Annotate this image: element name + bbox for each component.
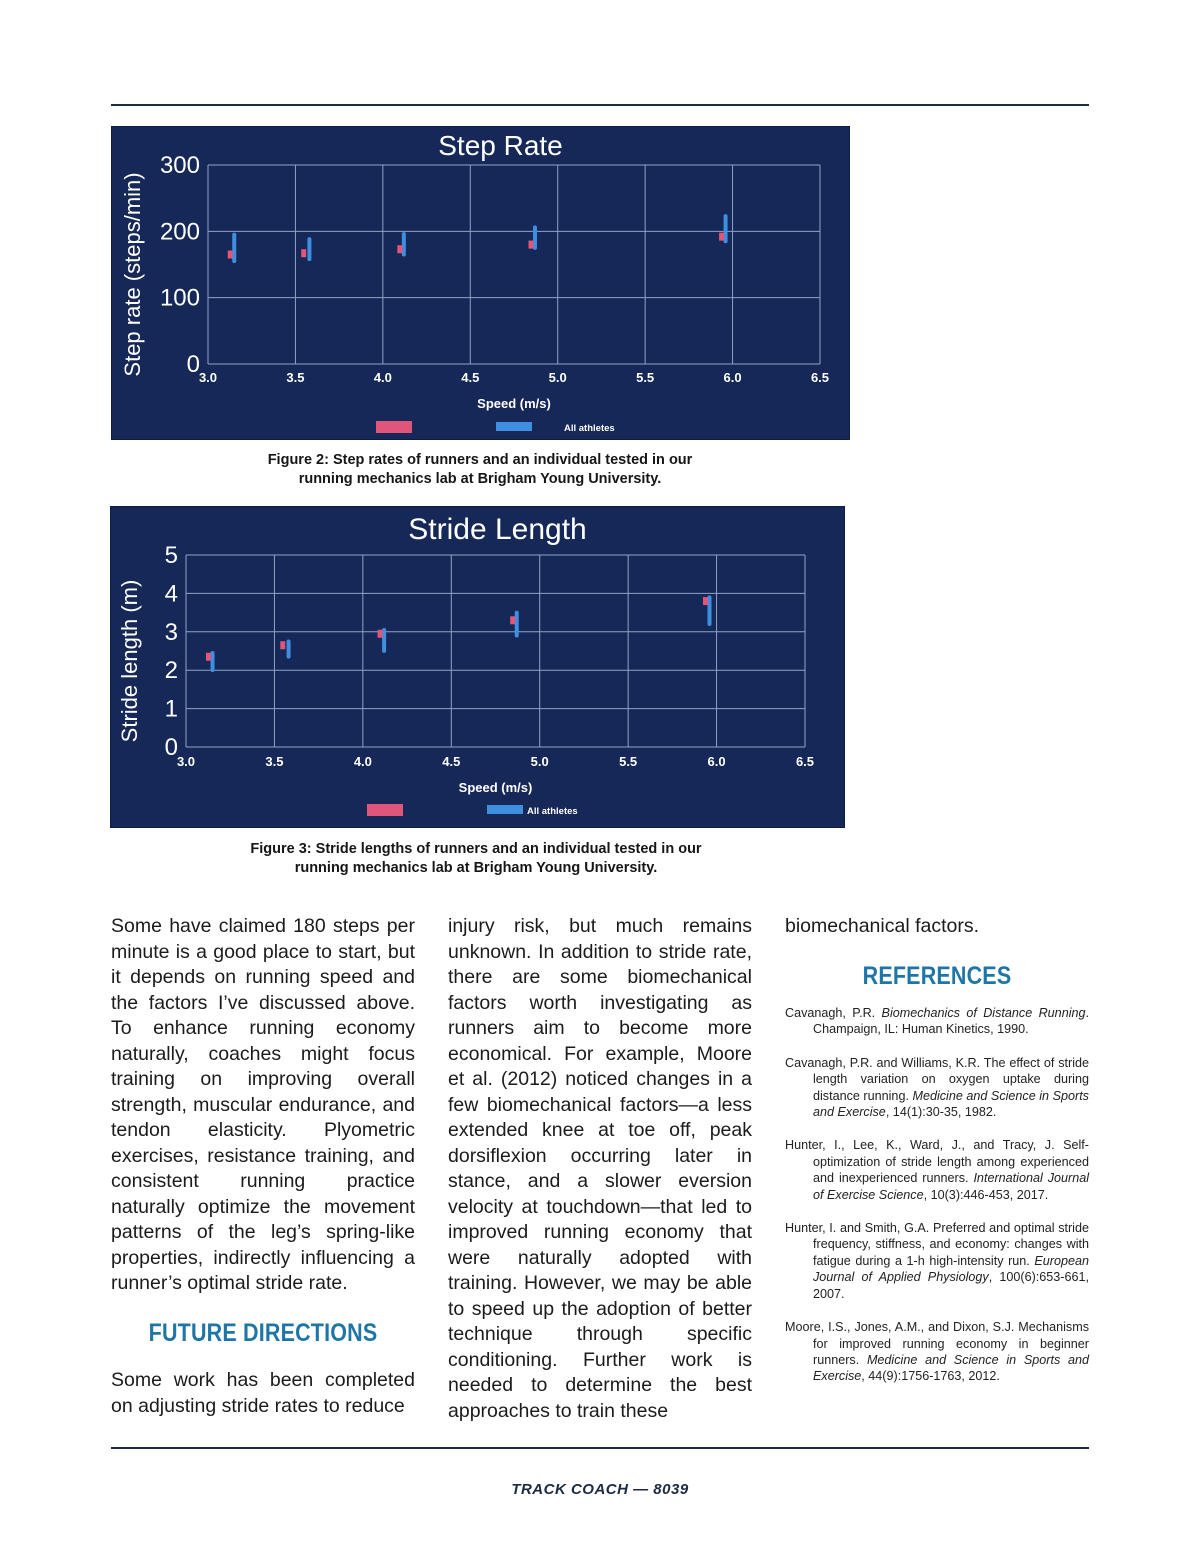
reference-source: Biomechanics of Distance Running — [881, 1006, 1086, 1020]
reference-item — [785, 1005, 1089, 1038]
column1-paragraph-2: Some work has been completed on adjusting stride rates to reduce — [111, 1369, 415, 1417]
all-athletes-range — [307, 237, 311, 261]
reference-details: , 10(3):446-453, 2017. — [923, 1187, 1049, 1202]
reference-text: Cavanagh, P.R. — [785, 1006, 882, 1020]
reference-source: European Journal of Applied Physiology — [813, 1253, 1089, 1285]
column2-paragraph-1: injury risk, but much remains unknown. In addition to stride rate, there are some biomechanical factors worth investigating as runners aim to become more economical. For example, Moore et al. (2012) noticed changes in a few biomechanical factors—a less extended knee at toe off, peak dorsiflexion occurring later in stance, and a slower eversion velocity at touchdown—that led to improved running economy that were naturally adopted with training. However, we may be able to speed up the adoption of better technique through specific conditioning. Further work is needed to determine the best approaches to train these — [448, 915, 752, 1422]
x-tick-label: 6.5 — [810, 370, 830, 385]
individual-point — [528, 241, 533, 249]
stride-length-chart — [111, 507, 844, 827]
x-tick-label: 3.5 — [265, 754, 284, 769]
references-list — [785, 1005, 1089, 1385]
reference-text: Moore, I.S., Jones, A.M., and Dixon, S.J. Mechanisms for improved running economy in beginner runners. — [785, 1320, 1089, 1367]
individual-point — [510, 616, 515, 624]
column3-paragraph-1: biomechanical factors. — [785, 915, 980, 937]
x-axis-label: Speed (m/s) — [458, 780, 533, 795]
all-athletes-range — [232, 233, 236, 264]
column1-paragraph-1: Some have claimed 180 steps per minute is a good place to start, but it depends on running speed and the factors I’ve discussed above. To enhance running economy naturally, coaches might focus training on improving overall strength, muscular endurance, and tendon elasticity. Plyometric exercises, resistance training, and consistent running practice naturally optimize the movement patterns of the leg’s spring-like properties, indirectly influencing a runner’s optimal stride rate. — [111, 915, 415, 1294]
y-axis-label: Step rate (steps/min) — [120, 172, 145, 377]
x-tick-label: 4.5 — [442, 754, 461, 769]
figure3-caption-line1: Figure 3: Stride lengths of runners and an individual tested in our — [250, 841, 702, 857]
all-athletes-range — [402, 232, 406, 257]
stride-length-chart-svg — [111, 507, 844, 827]
all-athletes-range — [211, 651, 215, 672]
legend-label-all-athletes: All athletes — [527, 806, 578, 817]
y-tick-label: 2 — [164, 657, 178, 685]
figure2-caption — [180, 451, 780, 489]
y-tick-label: 0 — [164, 734, 178, 761]
y-tick-label: 4 — [164, 580, 178, 608]
x-axis-label: Speed (m/s) — [477, 396, 551, 411]
column-2 — [448, 914, 752, 1424]
figure3-caption-line2: running mechanics lab at Brigham Young University. — [294, 860, 658, 876]
y-tick-label: 3 — [164, 618, 178, 646]
reference-item — [785, 1319, 1089, 1385]
x-tick-label: 5.5 — [619, 754, 638, 769]
individual-point — [703, 597, 708, 605]
all-athletes-range — [724, 214, 728, 243]
legend-swatch-all-athletes — [496, 422, 532, 431]
reference-item — [785, 1220, 1089, 1302]
references-heading: REFERENCES — [862, 961, 1012, 990]
x-tick-label: 5.0 — [530, 754, 549, 769]
reference-details: . Champaign, IL: Human Kinetics, 1990. — [813, 1006, 1089, 1037]
x-tick-label: 6.0 — [707, 754, 726, 769]
column-1 — [111, 914, 415, 1419]
future-directions-heading: FUTURE DIRECTIONS — [148, 1318, 378, 1347]
legend-swatch-individual — [376, 421, 412, 433]
reference-source: Medicine and Science in Sports and Exercise — [813, 1088, 1089, 1120]
legend-label-all-athletes: All athletes — [564, 423, 615, 434]
chart-title: Stride Length — [408, 513, 587, 546]
page-footer: TRACK COACH — 8039 — [511, 1481, 689, 1498]
reference-source: International Journal of Exercise Science — [813, 1171, 1089, 1202]
x-tick-label: 5.0 — [548, 370, 567, 385]
top-rule — [111, 104, 1089, 106]
individual-point — [301, 249, 306, 257]
y-tick-label: 5 — [164, 542, 178, 569]
all-athletes-range — [287, 639, 291, 658]
x-tick-label: 4.5 — [461, 370, 480, 385]
step-rate-chart-svg — [112, 127, 849, 439]
individual-point — [206, 653, 211, 661]
y-tick-label: 1 — [164, 695, 178, 723]
all-athletes-range — [707, 595, 711, 626]
x-tick-label: 4.0 — [373, 370, 392, 385]
all-athletes-range — [533, 225, 537, 250]
individual-point — [378, 630, 383, 638]
x-tick-label: 3.0 — [198, 370, 218, 385]
y-tick-label: 0 — [186, 351, 200, 378]
legend-swatch-all-athletes — [487, 805, 523, 814]
y-tick-label: 300 — [159, 152, 200, 179]
x-tick-label: 3.0 — [176, 754, 196, 769]
reference-item — [785, 1055, 1089, 1121]
chart-title: Step Rate — [438, 130, 563, 161]
individual-point — [397, 245, 402, 253]
individual-point — [280, 641, 285, 649]
all-athletes-range — [515, 611, 519, 638]
individual-point — [228, 251, 233, 259]
bottom-rule — [111, 1447, 1089, 1449]
x-tick-label: 3.5 — [286, 370, 305, 385]
column-3 — [785, 914, 1089, 1402]
reference-item — [785, 1137, 1089, 1203]
x-tick-label: 4.0 — [353, 754, 372, 769]
reference-details: , 44(9):1756-1763, 2012. — [861, 1369, 1000, 1384]
x-tick-label: 6.0 — [723, 370, 742, 385]
reference-details: , 14(1):30-35, 1982. — [885, 1105, 997, 1120]
figure2-caption-line1: Figure 2: Step rates of runners and an individual tested in our — [267, 452, 693, 468]
reference-source: Medicine and Science in Sports and Exercise — [813, 1352, 1089, 1384]
figure2-caption-line2: running mechanics lab at Brigham Young University. — [298, 471, 662, 487]
y-axis-label: Stride length (m) — [117, 579, 142, 743]
x-tick-label: 6.5 — [795, 754, 815, 769]
reference-text: Hunter, I., Lee, K., Ward, J., and Tracy, J. Self-optimization of stride length among experienced and inexperienced runners. — [785, 1138, 1089, 1186]
y-tick-label: 100 — [159, 284, 200, 312]
legend-swatch-individual — [367, 804, 403, 816]
reference-details: , 100(6):653-661, 2007. — [813, 1270, 1089, 1301]
all-athletes-range — [382, 628, 386, 653]
reference-text: Cavanagh, P.R. and Williams, K.R. The effect of stride length variation on oxygen uptake during distance running. — [785, 1055, 1089, 1103]
step-rate-chart — [112, 127, 849, 439]
reference-text: Hunter, I. and Smith, G.A. Preferred and optimal stride frequency, stiffness, and economy: changes with fatigue during a 1-h high-intensity run. — [785, 1221, 1089, 1268]
x-tick-label: 5.5 — [636, 370, 655, 385]
figure3-caption — [176, 840, 776, 878]
individual-point — [719, 233, 724, 241]
y-tick-label: 200 — [159, 218, 200, 246]
